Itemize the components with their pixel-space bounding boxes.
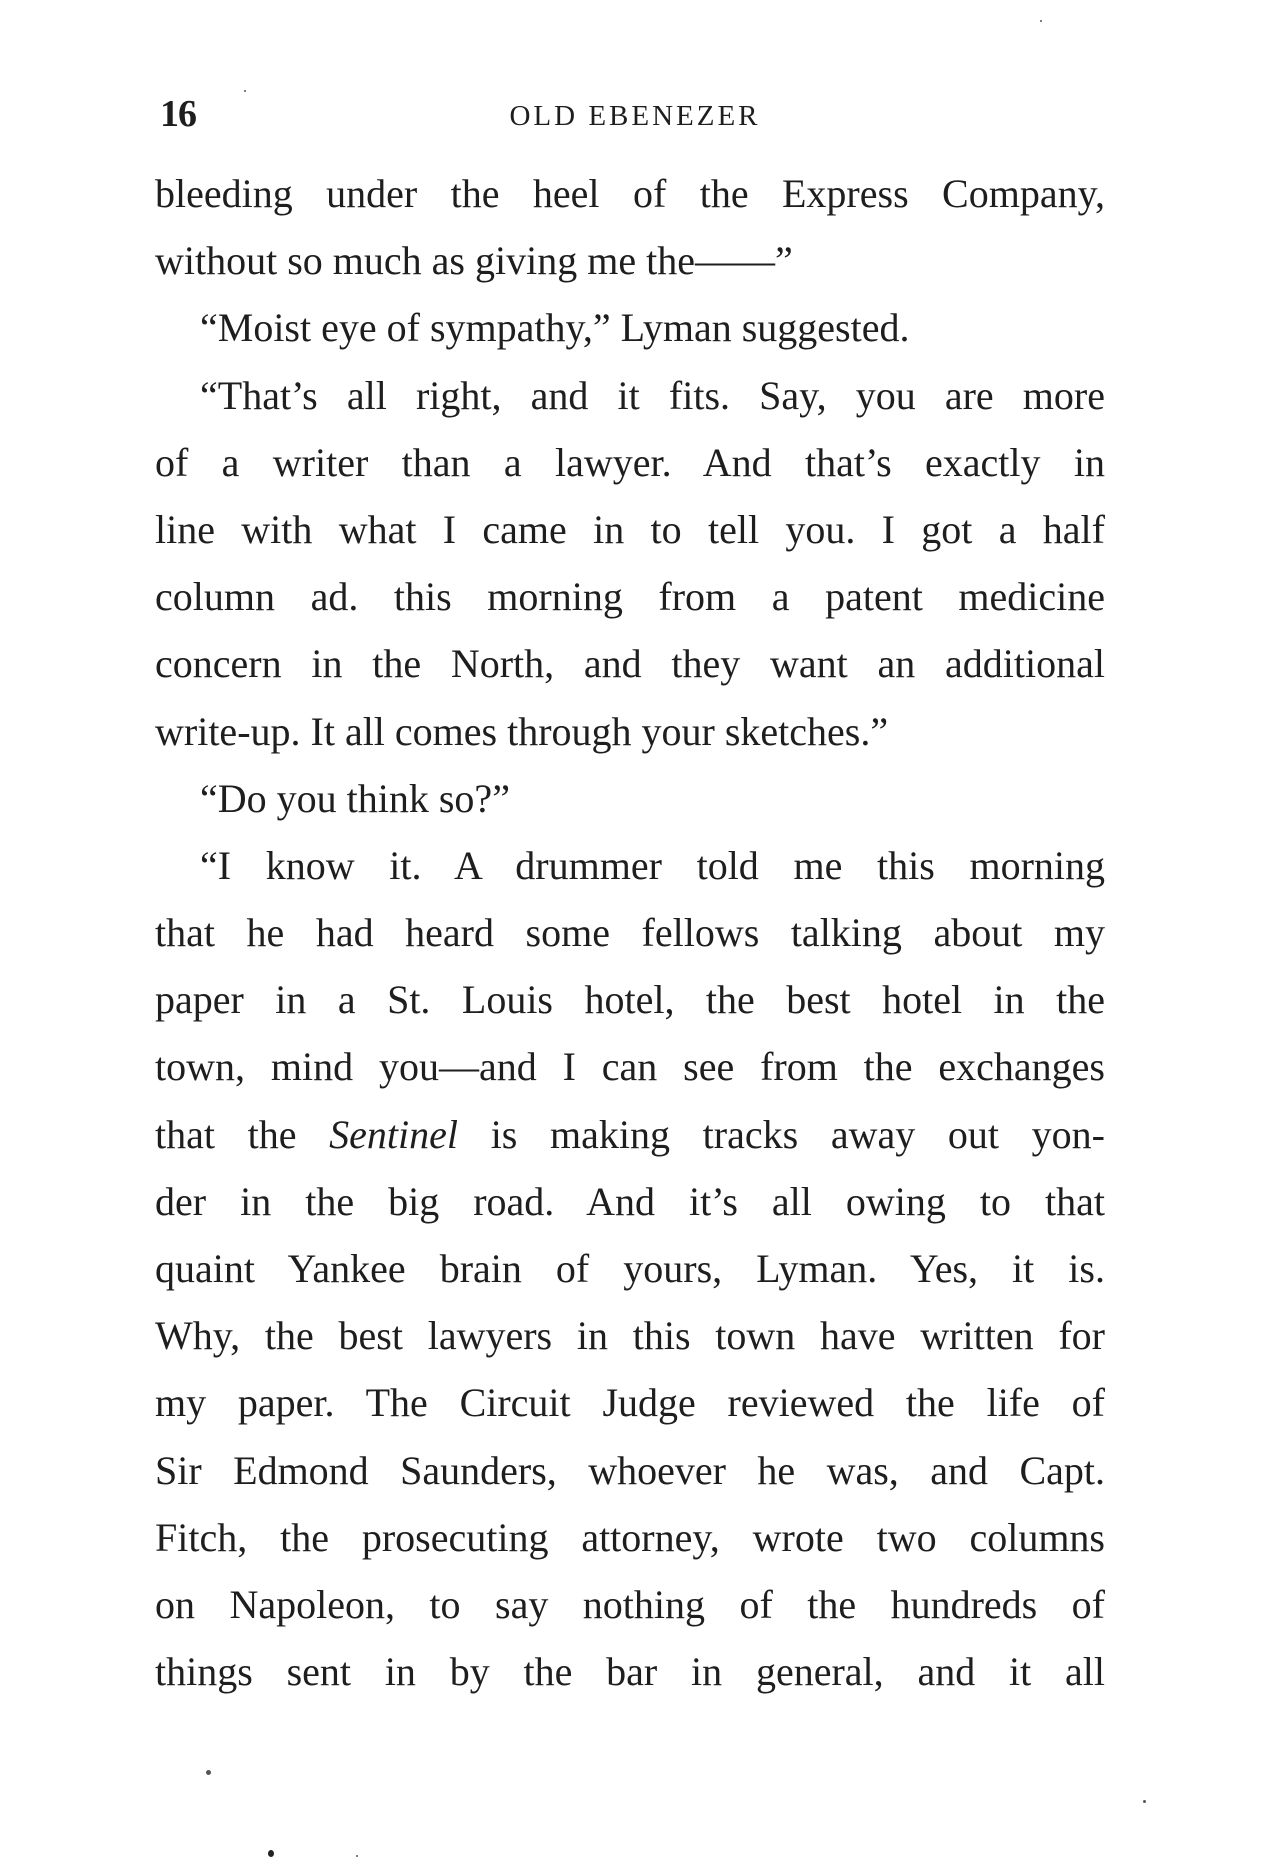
- text-fragment: is making tracks away out yon-: [458, 1111, 1105, 1157]
- text-line: column ad. this morning from a patent medicine: [155, 574, 1105, 620]
- text-line: on Napoleon, to say nothing of the hundreds of: [155, 1581, 1105, 1627]
- text-line: town, mind you—and I can see from the exchanges: [155, 1044, 1105, 1090]
- text-line: write-up. It all comes through your sketches.”: [155, 708, 889, 754]
- ink-speck: [268, 1850, 274, 1857]
- running-head: [160, 92, 1110, 142]
- text-line: Why, the best lawyers in this town have written for: [155, 1313, 1105, 1359]
- ink-speck: [206, 1770, 211, 1775]
- text-line: paper in a St. Louis hotel, the best hotel in the: [155, 977, 1105, 1023]
- ink-speck: [356, 1855, 358, 1857]
- text-line: [155, 1101, 1105, 1168]
- text-line: Fitch, the prosecuting attorney, wrote two columns: [155, 1514, 1105, 1560]
- text-line: “I know it. A drummer told me this morning: [200, 842, 1105, 888]
- text-fragment: that the: [155, 1111, 330, 1157]
- ink-speck: [1040, 20, 1042, 22]
- text-line: “Moist eye of sympathy,” Lyman suggested.: [200, 305, 910, 351]
- page-header-title: OLD EBENEZER: [509, 100, 761, 132]
- text-line: that he had heard some fellows talking about my: [155, 910, 1105, 956]
- text-line: “Do you think so?”: [200, 775, 510, 821]
- text-line: of a writer than a lawyer. And that’s exactly in: [155, 439, 1105, 485]
- text-line: quaint Yankee brain of yours, Lyman. Yes, it is.: [155, 1246, 1105, 1291]
- text-line: things sent in by the bar in general, and it all: [155, 1649, 1105, 1695]
- text-line: “That’s all right, and it fits. Say, you are more: [200, 372, 1105, 418]
- text-line: line with what I came in to tell you. I got a half: [155, 506, 1105, 552]
- text-line: bleeding under the heel of the Express Company,: [155, 171, 1105, 216]
- text-line: der in the big road. And it’s all owing to that: [155, 1178, 1105, 1224]
- newspaper-name: Sentinel: [329, 1111, 459, 1157]
- text-line: without so much as giving me the——”: [155, 238, 793, 284]
- text-line: concern in the North, and they want an additional: [155, 641, 1105, 687]
- body-text: [155, 160, 1105, 1705]
- text-line: my paper. The Circuit Judge reviewed the life of: [155, 1380, 1105, 1426]
- ink-speck: [244, 90, 246, 92]
- text-line: Sir Edmond Saunders, whoever he was, and Capt.: [155, 1447, 1105, 1493]
- ink-speck: [1143, 1800, 1146, 1803]
- page-number: 16: [160, 93, 196, 135]
